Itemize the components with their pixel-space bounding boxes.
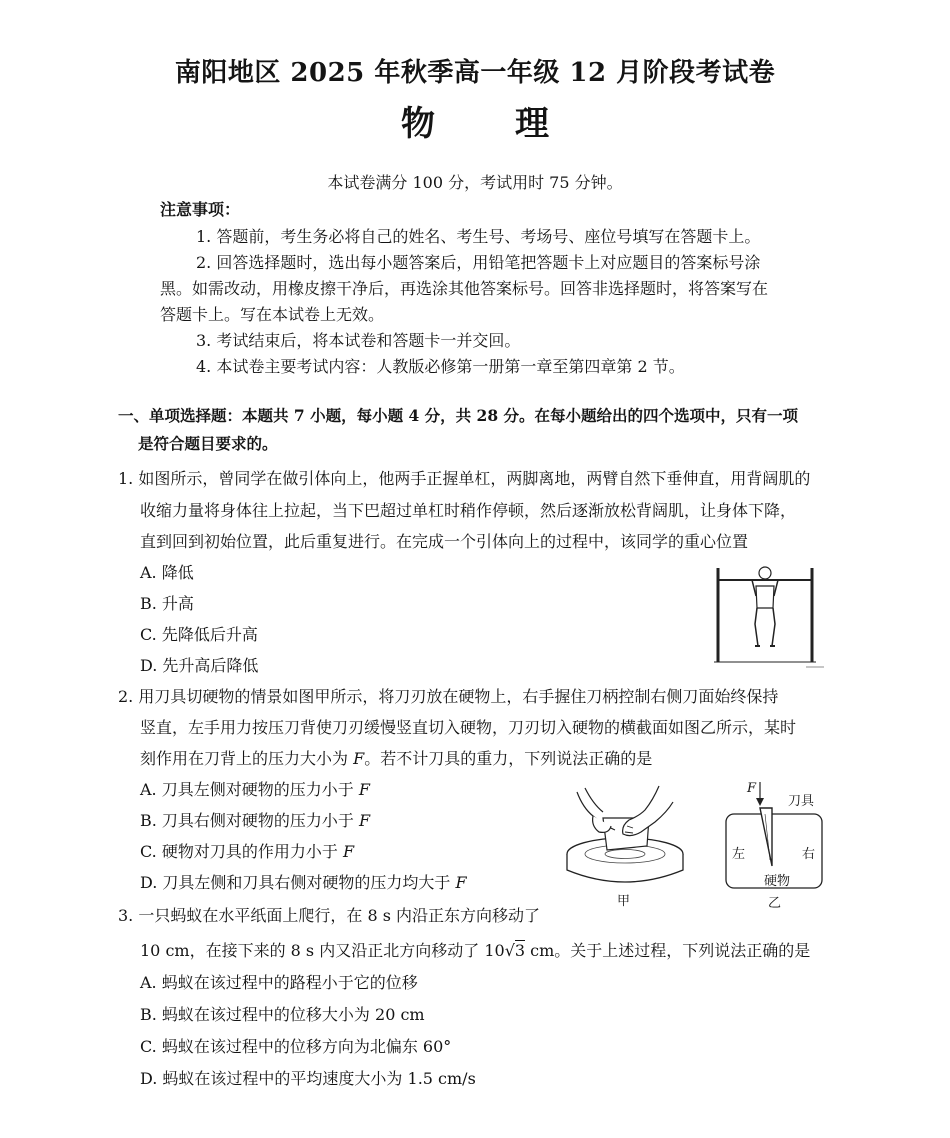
q2-option-c — [140, 839, 354, 862]
q2-option-c-var: F — [342, 842, 355, 861]
q3-option-d: D. 蚂蚁在该过程中的平均速度大小为 1.5 cm/s — [140, 1069, 476, 1088]
subject-char-1: 物 — [401, 104, 435, 144]
q1-pullup-figure — [712, 562, 827, 674]
notice-item-2-cont: 黑。如需改动，用橡皮擦干净后，再选涂其他答案标号。回答非选择题时，将答案写在 — [160, 279, 769, 298]
notice-item-1: 1. 答题前，考生务必将自己的姓名、考生号、考场号、座位号填写在答题卡上。 — [196, 227, 761, 246]
q2-option-b-var: F — [359, 811, 371, 830]
exam-title: 南阳地区 2025 年秋季高一年级 12 月阶段考试卷 — [174, 58, 776, 88]
q3-stem-line-2-pre: 10 cm，在接下来的 8 s 内又沿正北方向移动了 10 — [140, 941, 505, 960]
q2-option-b-text: B. 刀具右侧对硬物的压力小于 — [140, 811, 360, 830]
notice-item-2: 2. 回答选择题时，选出每小题答案后，用铅笔把答题卡上对应题目的答案标号涂 — [196, 253, 761, 272]
subject-title — [0, 96, 950, 145]
force-var-f: F — [353, 749, 365, 768]
q2-stem-line-3-post: 。若不计刀具的重力，下列说法正确的是 — [364, 749, 653, 768]
q1-stem-line-2: 收缩力量将身体往上拉起，当下巴超过单杠时稍作停顿，然后逐渐放松背阔肌，让身体下降， — [140, 501, 797, 520]
q2-option-a-text: A. 刀具左侧对硬物的压力小于 — [140, 780, 359, 799]
q2-option-c-text: C. 硬物对刀具的作用力小于 — [140, 842, 343, 861]
q2-stem-line-3-pre: 刻作用在刀背上的压力大小为 — [140, 749, 354, 768]
q2-figure-yi-label-left: 左 — [732, 847, 746, 862]
q3-stem-line-1: 3. 一只蚂蚁在水平纸面上爬行，在 8 s 内沿正东方向移动了 — [118, 906, 541, 925]
section-1-heading-cont: 是符合题目要求的。 — [138, 434, 278, 453]
q3-stem-line-2-post: cm。关于上述过程，下列说法正确的是 — [525, 941, 811, 960]
q3-option-b: B. 蚂蚁在该过程中的位移大小为 20 cm — [140, 1005, 425, 1024]
q2-stem-line-1: 2. 用刀具切硬物的情景如图甲所示，将刀刃放在硬物上，右手握住刀柄控制右侧刀面始终保持 — [118, 687, 779, 706]
q2-option-d-text: D. 刀具左侧和刀具右侧对硬物的压力均大于 — [140, 873, 456, 892]
q2-option-a-var: F — [358, 780, 370, 799]
q2-figure-yi-label-knife: 刀具 — [788, 794, 815, 809]
q2-figure-yi-label-f: F — [747, 781, 757, 796]
q2-figure-jia — [563, 782, 693, 892]
q2-stem-line-3 — [140, 746, 652, 769]
q3-option-a: A. 蚂蚁在该过程中的路程小于它的位移 — [140, 973, 418, 992]
exam-note: 本试卷满分 100 分，考试用时 75 分钟。 — [327, 173, 623, 192]
sqrt-symbol: √ — [504, 941, 515, 960]
q2-option-a — [140, 777, 370, 800]
q1-option-b: B. 升高 — [140, 594, 194, 613]
q1-option-a: A. 降低 — [140, 563, 194, 582]
section-1-heading: 一、单项选择题：本题共 7 小题，每小题 4 分，共 28 分。在每小题给出的四个选项中，只有一项 — [118, 406, 799, 425]
q1-option-c: C. 先降低后升高 — [140, 625, 258, 644]
q2-option-d — [140, 870, 467, 893]
notice-item-2-cont2: 答题卡上。写在本试卷上无效。 — [160, 305, 385, 324]
q3-stem-line-2 — [140, 938, 810, 961]
q1-option-d: D. 先升高后降低 — [140, 656, 259, 675]
q2-figure-jia-caption: 甲 — [617, 894, 631, 909]
q2-option-d-var: F — [455, 873, 467, 892]
notice-item-3: 3. 考试结束后，将本试卷和答题卡一并交回。 — [196, 331, 521, 350]
q2-figure-yi-label-right: 右 — [802, 847, 816, 862]
notice-heading: 注意事项： — [160, 200, 241, 219]
subject-char-2: 理 — [515, 104, 549, 144]
q2-option-b — [140, 808, 370, 831]
notice-item-4: 4. 本试卷主要考试内容：人教版必修第一册第一章至第四章第 2 节。 — [196, 357, 685, 376]
q1-stem-line-3: 直到回到初始位置，此后重复进行。在完成一个引体向上的过程中，该同学的重心位置 — [140, 532, 749, 551]
q2-stem-line-2: 竖直，左手用力按压刀背使刀刃缓慢竖直切入硬物，刀刃切入硬物的横截面如图乙所示，某时 — [140, 718, 797, 737]
q1-stem-line-1: 1. 如图所示，曾同学在做引体向上，他两手正握单杠，两脚离地，两臂自然下垂伸直，用背阔肌的 — [118, 469, 811, 488]
q2-figure-yi-caption: 乙 — [768, 896, 782, 911]
sqrt-argument: 3 — [514, 941, 526, 960]
q3-option-c: C. 蚂蚁在该过程中的位移方向为北偏东 60° — [140, 1037, 452, 1056]
q2-figure-yi-label-hard: 硬物 — [764, 874, 791, 889]
